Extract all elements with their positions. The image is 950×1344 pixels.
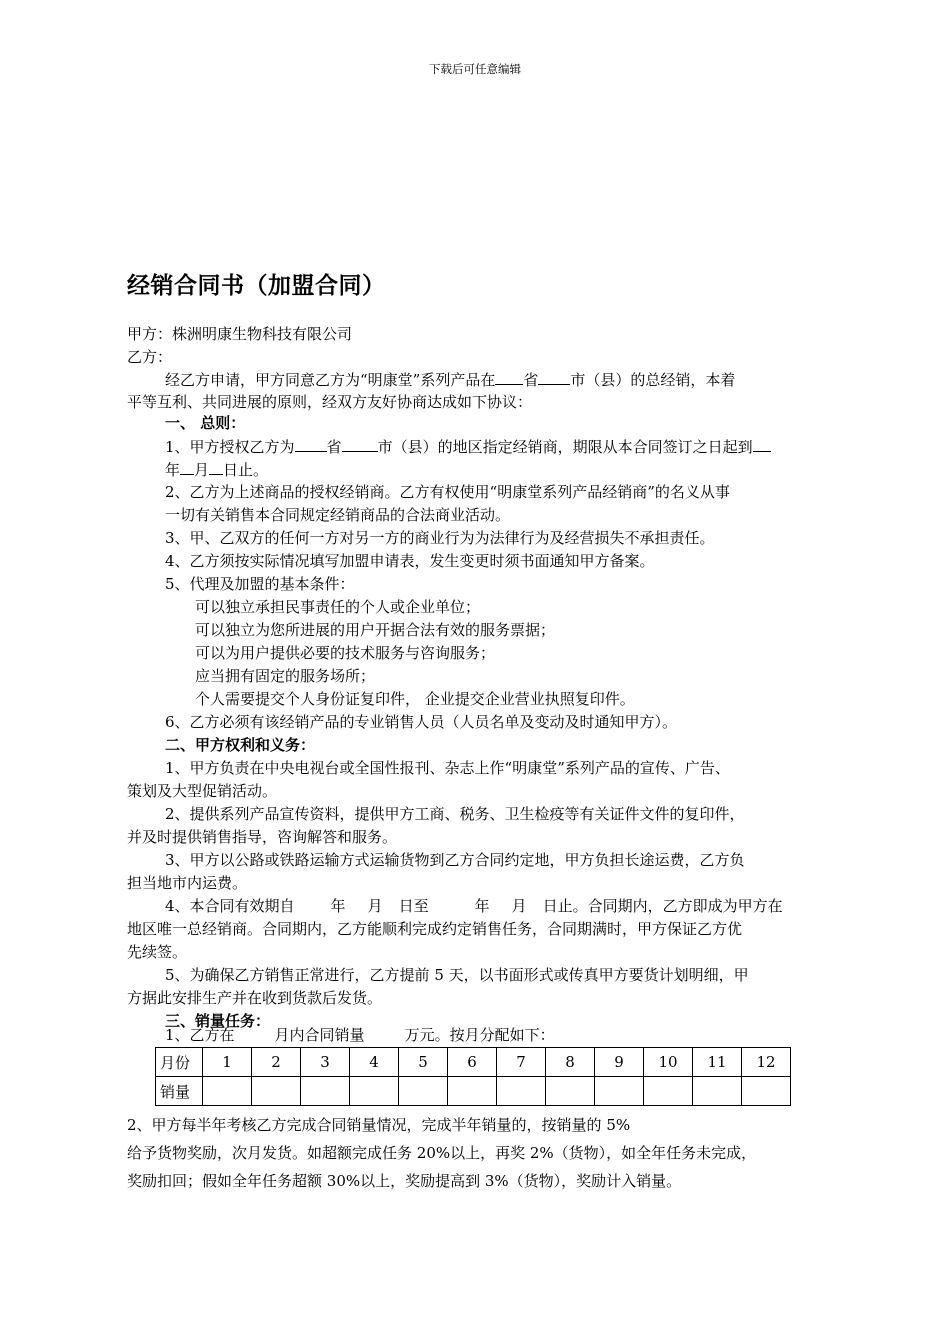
condition-item: 可以为用户提供必要的技术服务与咨询服务； xyxy=(195,644,496,662)
day-blank xyxy=(209,460,223,475)
sales-cell xyxy=(742,1077,791,1106)
sales-cell xyxy=(399,1077,448,1106)
intro-line-2: 平等互利、共同进展的原则，经双方友好协商达成如下协议： xyxy=(127,393,533,411)
sec1-text: 1、甲方授权乙方为 xyxy=(165,438,295,456)
sales-cell xyxy=(301,1077,350,1106)
intro-line-1 xyxy=(165,370,735,390)
sec2-p2-line1: 2、提供系列产品宣传资料，提供甲方工商、税务、卫生检疫等有关证件文件的复印件， xyxy=(165,805,745,823)
condition-item: 可以独立为您所进展的用户开据合法有效的服务票据； xyxy=(195,621,556,639)
row-label-sales: 销量 xyxy=(156,1077,203,1106)
document-title: 经销合同书（加盟合同） xyxy=(127,273,386,299)
section-2-heading: 二、甲方权利和义务： xyxy=(165,736,316,754)
sec1-p2-line1: 2、乙方为上述商品的授权经销商。乙方有权使用“明康堂系列产品经销商”的名义从事 xyxy=(165,483,730,501)
sec1-text: 月 xyxy=(194,461,210,479)
sec1-p6: 6、乙方必须有该经销产品的专业销售人员（人员名单及变动及时通知甲方）。 xyxy=(165,713,678,731)
month-cell: 8 xyxy=(546,1048,595,1077)
month-cell: 12 xyxy=(742,1048,791,1077)
sec3-p2-line3: 奖励扣回；假如全年任务超额 30%以上，奖励提高到 3%（货物），奖励计入销量。 xyxy=(127,1172,682,1190)
sec1-p2-line2: 一切有关销售本合同规定经销商品的合法商业活动。 xyxy=(165,506,511,524)
sec2-text: 月 xyxy=(367,897,383,915)
sales-cell xyxy=(644,1077,693,1106)
month-cell: 10 xyxy=(644,1048,693,1077)
sec2-text: 日至 xyxy=(398,897,429,915)
sec2-p1-line1: 1、甲方负责在中央电视台或全国性报刊、杂志上作“明康堂”系列产品的宣传、广告、 xyxy=(165,759,730,777)
page-header: 下载后可任意编辑 xyxy=(429,62,521,76)
city-blank xyxy=(342,437,378,452)
sec2-p3-line1: 3、甲方以公路或铁路运输方式运输货物到乙方合同约定地，甲方负担长途运费，乙方负 xyxy=(165,851,745,869)
sec3-p2-line1: 2、甲方每半年考核乙方完成合同销量情况，完成半年销量的，按销量的 5% xyxy=(127,1116,631,1134)
sec3-p2-line2: 给予货物奖励，次月发货。如超额完成任务 20%以上，再奖 2%（货物），如全年任务未完成， xyxy=(127,1144,757,1162)
month-cell: 5 xyxy=(399,1048,448,1077)
table-row xyxy=(156,1077,791,1106)
sec2-text: 月 xyxy=(511,897,527,915)
sec2-p1-line2: 策划及大型促销活动。 xyxy=(127,782,278,800)
sales-cell xyxy=(497,1077,546,1106)
year-blank xyxy=(753,437,771,452)
condition-item: 可以独立承担民事责任的个人或企业单位； xyxy=(195,598,481,616)
condition-item: 应当拥有固定的服务场所； xyxy=(195,667,376,685)
sales-cell xyxy=(448,1077,497,1106)
sec2-text: 日止。合同期内，乙方即成为甲方在 xyxy=(542,897,783,915)
sec2-p3-line2: 担当地市内运费。 xyxy=(127,874,248,892)
sec1-text: 市（县）的地区指定经销商，期限从本合同签订之日起到 xyxy=(377,438,753,456)
condition-item: 个人需要提交个人身份证复印件， 企业提交企业营业执照复印件。 xyxy=(195,690,635,708)
sec1-p5: 5、代理及加盟的基本条件： xyxy=(165,575,355,593)
intro-text: 经乙方申请，甲方同意乙方为“明康堂”系列产品在 xyxy=(165,371,496,389)
sec1-text: 日止。 xyxy=(223,461,269,479)
month-cell: 3 xyxy=(301,1048,350,1077)
month-cell: 1 xyxy=(203,1048,252,1077)
monthly-sales-table xyxy=(155,1047,791,1106)
province-blank xyxy=(295,437,327,452)
sec1-text: 年 xyxy=(165,461,181,479)
sec2-p4-line3: 先续签。 xyxy=(127,943,188,961)
sec2-p4-line2: 地区唯一总经销商。合同期内，乙方能顺利完成约定销售任务，合同期满时，甲方保证乙方优 xyxy=(127,920,743,938)
sales-cell xyxy=(546,1077,595,1106)
section-3-heading: 三、销量任务： xyxy=(165,1012,271,1030)
sec3-text: 月内合同销量 xyxy=(274,1026,365,1044)
sec2-text: 年 xyxy=(330,897,346,915)
sec3-text: 1、乙方在 xyxy=(165,1026,235,1044)
sales-cell xyxy=(203,1077,252,1106)
party-a: 甲方：株洲明康生物科技有限公司 xyxy=(127,325,353,343)
sec1-p4: 4、乙方须按实际情况填写加盟申请表，发生变更时须书面通知甲方备案。 xyxy=(165,552,655,570)
month-cell: 6 xyxy=(448,1048,497,1077)
sales-cell xyxy=(252,1077,301,1106)
party-b: 乙方： xyxy=(127,348,173,366)
month-cell: 4 xyxy=(350,1048,399,1077)
province-blank xyxy=(495,370,523,385)
sec1-p3: 3、甲、乙双方的任何一方对另一方的商业行为为法律行为及经营损失不承担责任。 xyxy=(165,529,715,547)
month-cell: 2 xyxy=(252,1048,301,1077)
sec2-text: 年 xyxy=(474,897,490,915)
intro-text: 省 xyxy=(523,371,539,389)
sec2-p5-line1: 5、为确保乙方销售正常进行，乙方提前 5 天，以书面形式或传真甲方要货计划明细，甲 xyxy=(165,966,749,984)
row-label-month: 月份 xyxy=(156,1048,203,1077)
sec2-p5-line2: 方据此安排生产并在收到货款后发货。 xyxy=(127,989,383,1007)
month-cell: 9 xyxy=(595,1048,644,1077)
sales-cell xyxy=(693,1077,742,1106)
sec2-p2-line2: 并及时提供销售指导，咨询解答和服务。 xyxy=(127,828,398,846)
city-blank xyxy=(538,370,570,385)
sec1-p1-line1 xyxy=(165,437,771,457)
sec2-text: 4、本合同有效期自 xyxy=(165,897,295,915)
sec3-text: 万元。按月分配如下： xyxy=(404,1026,555,1044)
sales-cell xyxy=(595,1077,644,1106)
table-row xyxy=(156,1048,791,1077)
intro-text: 市（县）的总经销，本着 xyxy=(570,371,736,389)
sec2-p4-line1 xyxy=(165,897,783,916)
month-cell: 7 xyxy=(497,1048,546,1077)
sec3-p1 xyxy=(165,1026,555,1045)
sec1-text: 省 xyxy=(326,438,342,456)
sales-cell xyxy=(350,1077,399,1106)
month-blank xyxy=(180,460,194,475)
sec1-p1-line2 xyxy=(165,460,268,480)
month-cell: 11 xyxy=(693,1048,742,1077)
section-1-heading: 一、 总则： xyxy=(165,414,246,432)
